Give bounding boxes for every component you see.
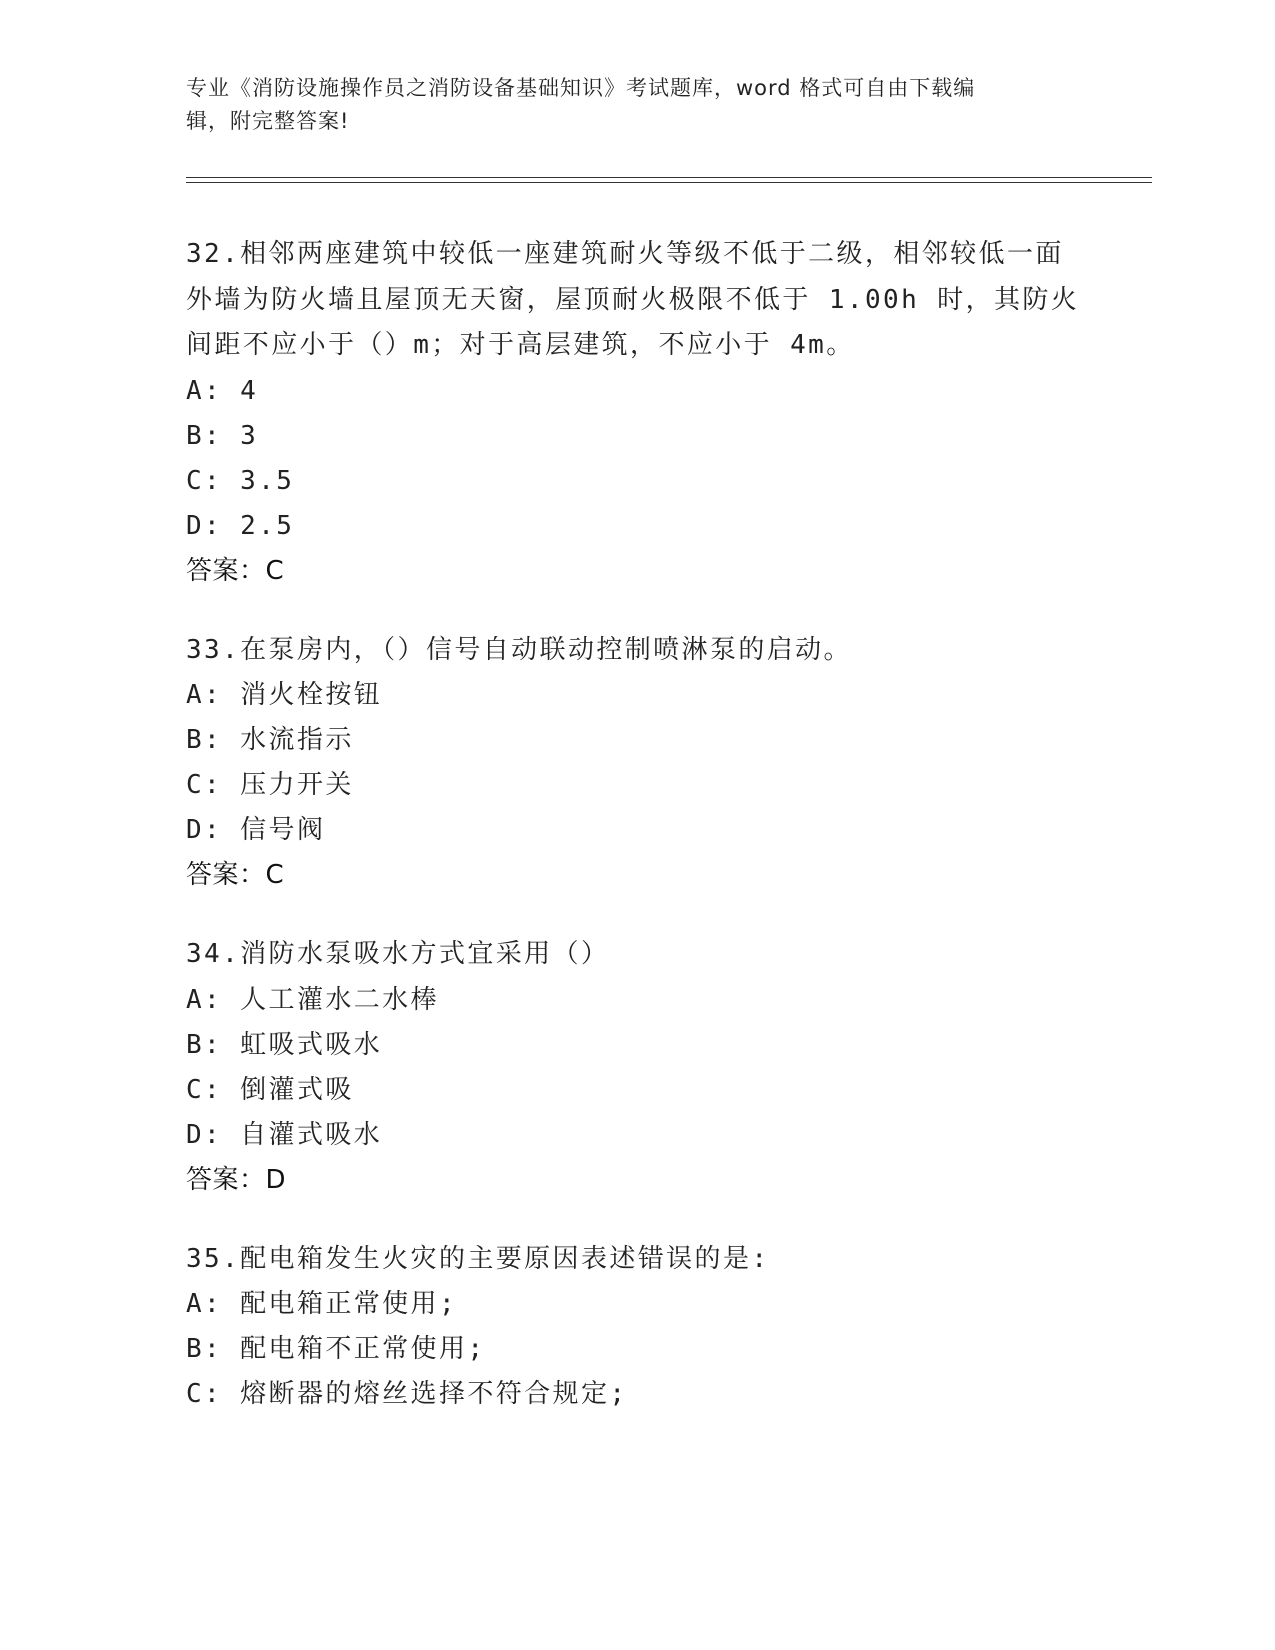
option-c: C: 3.5	[186, 465, 295, 496]
question-33	[186, 628, 1086, 899]
question-32	[186, 232, 1086, 594]
header-divider-top	[186, 177, 1152, 178]
question-35	[186, 1237, 1086, 1418]
header-divider-bottom	[186, 182, 1152, 183]
option-d: D: 信号阀	[186, 815, 326, 845]
question-text-line: 33.在泵房内，（）信号自动联动控制喷淋泵的启动。	[186, 634, 852, 665]
option-a: A: 消火栓按钮	[186, 680, 383, 710]
option-a: A: 人工灌水二水棒	[186, 984, 439, 1015]
option-d: D: 自灌式吸水	[186, 1119, 383, 1150]
option-c: C: 熔断器的熔丝选择不符合规定;	[186, 1379, 628, 1409]
header-line-1: 专业《消防设施操作员之消防设备基础知识》考试题库，word 格式可自由下载编	[186, 76, 976, 100]
option-d: D: 2.5	[186, 510, 295, 541]
option-b: B: 虹吸式吸水	[186, 1029, 383, 1060]
answer-key: 答案：C	[186, 860, 285, 890]
question-text-line: 32.相邻两座建筑中较低一座建筑耐火等级不低于二级，相邻较低一面	[186, 239, 1064, 269]
question-text-line: 外墙为防火墙且屋顶无天窗，屋顶耐火极限不低于 1.00h 时，其防火	[186, 284, 1080, 315]
option-a: A: 4	[186, 375, 259, 406]
option-c: C: 压力开关	[186, 770, 354, 800]
question-34	[186, 932, 1086, 1203]
question-text-line: 35.配电箱发生火灾的主要原因表述错误的是:	[186, 1243, 770, 1274]
question-text-line: 34.消防水泵吸水方式宜采用（）	[186, 939, 610, 969]
answer-key: 答案：C	[186, 555, 285, 586]
option-b: B: 3	[186, 420, 259, 451]
question-text-line: 间距不应小于（）m；对于高层建筑，不应小于 4m。	[186, 330, 855, 360]
document-header	[186, 72, 1066, 138]
option-b: B: 水流指示	[186, 725, 354, 755]
option-b: B: 配电箱不正常使用;	[186, 1334, 486, 1364]
header-line-2: 辑，附完整答案!	[186, 109, 350, 133]
answer-key: 答案：D	[186, 1164, 287, 1195]
option-a: A: 配电箱正常使用;	[186, 1289, 458, 1319]
option-c: C: 倒灌式吸	[186, 1074, 354, 1105]
question-list	[186, 232, 1086, 1451]
